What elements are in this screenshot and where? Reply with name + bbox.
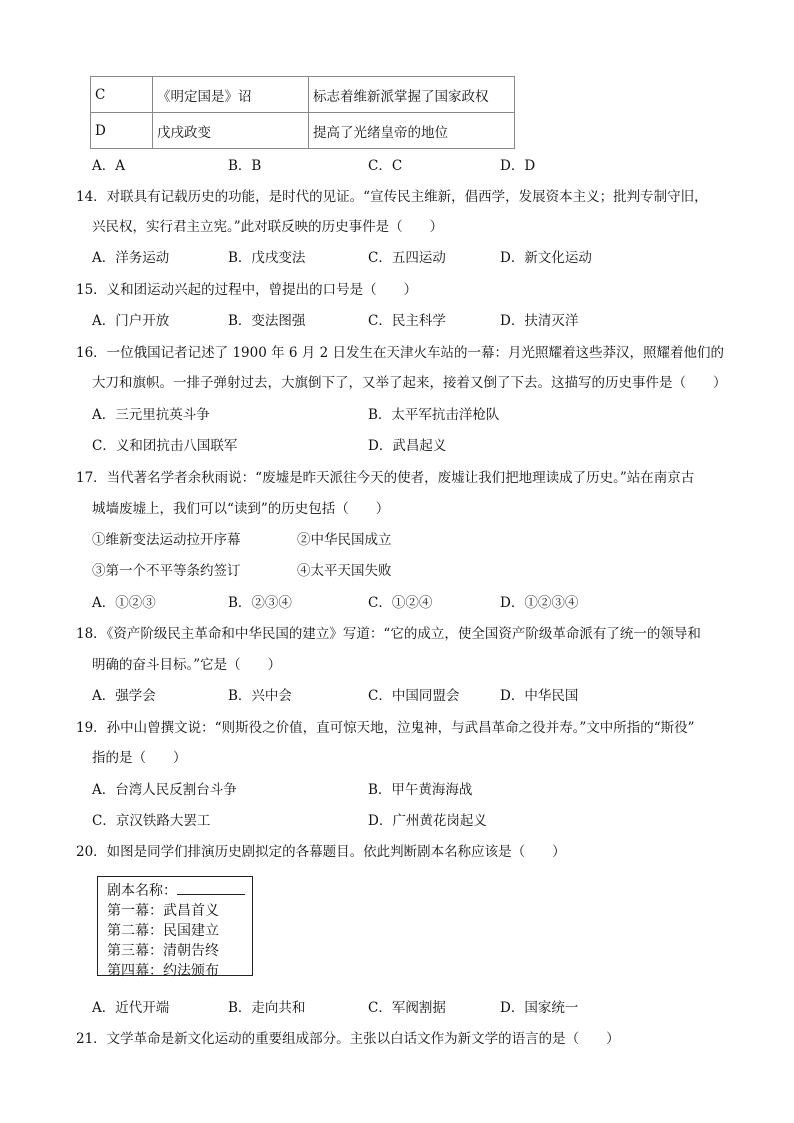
q17-option-a: A．①②③ xyxy=(92,595,156,611)
table-cell: D xyxy=(91,113,153,149)
q15-option-c: C．民主科学 xyxy=(368,313,446,329)
table-cell: 标志着维新派掌握了国家政权 xyxy=(309,77,515,113)
q17-item-2: ②中华民国成立 xyxy=(297,532,392,548)
answer-table xyxy=(90,76,515,149)
q13-option-b: B．B xyxy=(228,158,262,174)
q13-option-c: C．C xyxy=(368,158,403,174)
table-cell: 提高了光绪皇帝的地位 xyxy=(309,113,515,149)
box-act-4: 第四幕：约法颁布 xyxy=(107,963,219,979)
q17-item-3: ③第一个不平等条约签订 xyxy=(92,563,241,579)
q18-option-d: D．中华民国 xyxy=(500,688,579,704)
q16-option-b: B．太平军抗击洋枪队 xyxy=(368,407,500,423)
q14-option-a: A．洋务运动 xyxy=(92,250,170,266)
q18-option-b: B．兴中会 xyxy=(228,688,292,704)
script-title-box xyxy=(97,876,253,979)
table-cell: 戊戌政变 xyxy=(153,113,309,149)
q18-option-c: C．中国同盟会 xyxy=(368,688,460,704)
q17-stem-line2: 城墙废墟上，我们可以“读到”的历史包括（ ） xyxy=(92,501,390,517)
q19-option-d: D．广州黄花岗起义 xyxy=(368,813,487,829)
q13-option-d: D．D xyxy=(500,158,536,174)
q20-option-d: D．国家统一 xyxy=(500,1000,579,1016)
table-row xyxy=(91,77,515,113)
q14-option-d: D．新文化运动 xyxy=(500,250,592,266)
q16-stem-line2: 大刀和旗帜。一排子弹射过去，大旗倒下了，又举了起来，接着又倒了下去。这描写的历史事件是（ ） xyxy=(92,375,727,391)
q18-stem-line1: 18．《资产阶级民主革命和中华民国的建立》写道：“它的成立，使全国资产阶级革命派有了统一的领导和 xyxy=(76,626,701,642)
q15-option-b: B．变法图强 xyxy=(228,313,306,329)
q20-option-a: A．近代开端 xyxy=(92,1000,170,1016)
q15-option-d: D．扶清灭洋 xyxy=(500,313,579,329)
q19-option-a: A．台湾人民反割台斗争 xyxy=(92,782,237,798)
blank-underline xyxy=(177,880,245,895)
q19-option-b: B．甲午黄海海战 xyxy=(368,782,473,798)
q21-stem: 21．文学革命是新文化运动的重要组成部分。主张以白话文作为新文学的语言的是（ ） xyxy=(76,1031,620,1047)
q16-option-a: A．三元里抗英斗争 xyxy=(92,407,210,423)
q16-stem-line1: 16．一位俄国记者记述了 1900 年 6 月 2 日发生在天津火车站的一幕：月光照耀着这些莽汉，照耀着他们的 xyxy=(76,345,724,361)
q15-option-a: A．门户开放 xyxy=(92,313,170,329)
q19-stem-line2: 指的是（ ） xyxy=(92,750,187,766)
q17-item-4: ④太平天国失败 xyxy=(297,563,392,579)
q18-option-a: A．强学会 xyxy=(92,688,156,704)
box-act-1: 第一幕：武昌首义 xyxy=(107,903,219,919)
q14-option-c: C．五四运动 xyxy=(368,250,446,266)
q14-stem-line1: 14．对联具有记载历史的功能，是时代的见证。“宣传民主维新，倡西学，发展资本主义；批判专制守旧， xyxy=(76,189,708,205)
q15-stem: 15．义和团运动兴起的过程中，曾提出的口号是（ ） xyxy=(76,282,418,298)
box-title-line: 剧本名称： xyxy=(107,880,252,901)
q19-option-c: C．京汉铁路大罢工 xyxy=(92,813,211,829)
q14-stem-line2: 兴民权，实行君主立宪。”此对联反映的历史事件是（ ） xyxy=(92,219,444,235)
table-cell: 《明定国是》诏 xyxy=(153,77,309,113)
q18-stem-line2: 明确的奋斗目标。”它是（ ） xyxy=(92,657,282,673)
q20-stem: 20．如图是同学们排演历史剧拟定的各幕题目。依此判断剧本名称应该是（ ） xyxy=(76,844,566,860)
q16-option-c: C．义和团抗击八国联军 xyxy=(92,438,238,454)
box-act-2: 第二幕：民国建立 xyxy=(107,923,219,939)
table-cell: C xyxy=(91,77,153,113)
q17-option-d: D．①②③④ xyxy=(500,595,579,611)
q17-stem-line1: 17．当代著名学者余秋雨说：“废墟是昨天派往今天的使者，废墟让我们把地理读成了历史。”站在南京古 xyxy=(76,470,695,486)
q17-option-c: C．①②④ xyxy=(368,595,433,611)
q17-item-1: ①维新变法运动拉开序幕 xyxy=(92,532,241,548)
q16-option-d: D．武昌起义 xyxy=(368,438,447,454)
q14-option-b: B．戊戌变法 xyxy=(228,250,306,266)
q17-option-b: B．②③④ xyxy=(228,595,292,611)
q20-option-c: C．军阀割据 xyxy=(368,1000,446,1016)
table-row xyxy=(91,113,515,149)
box-act-3: 第三幕：清朝告终 xyxy=(107,943,219,959)
q19-stem-line1: 19．孙中山曾撰文说：“则斯役之价值，直可惊天地，泣鬼神，与武昌革命之役并寿。”文中所指的“斯役” xyxy=(76,720,695,736)
q20-option-b: B．走向共和 xyxy=(228,1000,306,1016)
q13-option-a: A．A xyxy=(92,158,125,174)
